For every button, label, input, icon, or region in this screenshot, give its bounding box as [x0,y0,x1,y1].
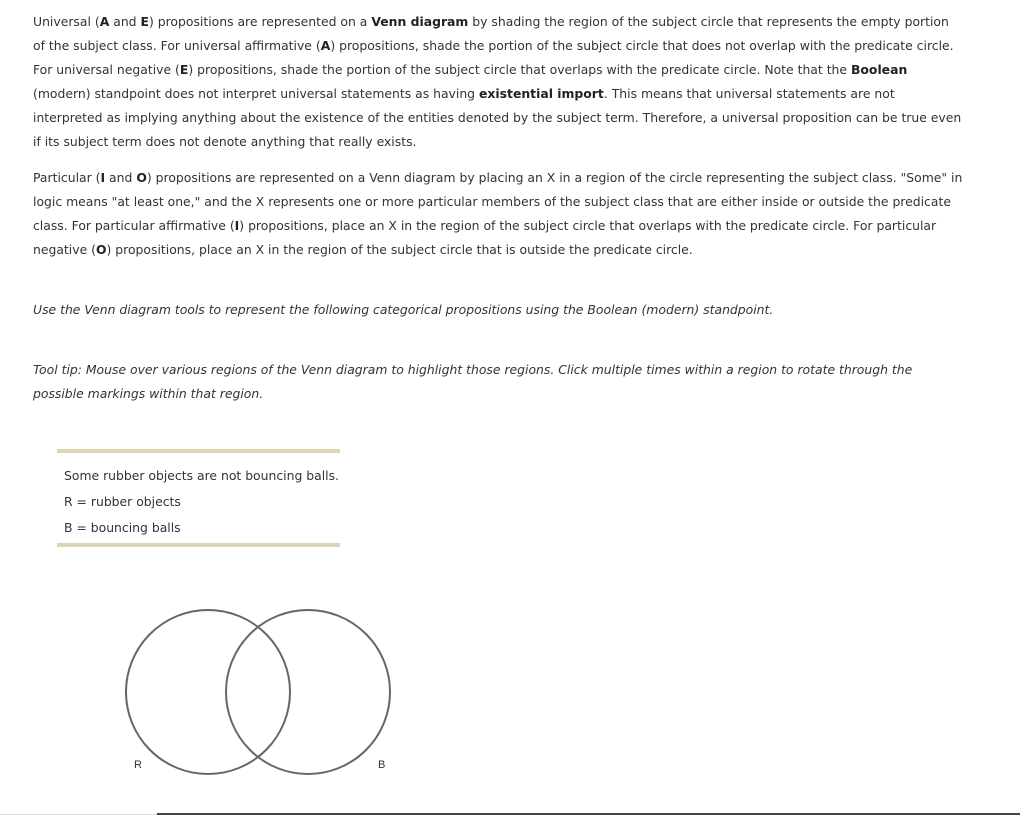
particular-paragraph [33,166,963,262]
text: and [105,170,137,185]
text: ) propositions, place an X in the region of the subject circle that is outside the predicate circle. [106,242,693,257]
text: (modern) standpoint does not interpret universal statements as having [33,86,479,101]
predicate-circle-b[interactable] [226,610,390,774]
task-instruction: Use the Venn diagram tools to represent the following categorical propositions using the Boolean (modern) standpoint. [33,302,774,317]
bold-term: E [140,14,149,29]
text: . This means that universal statements are not interpreted as implying anything about the existence of the entities denoted by the subject term. Therefore, a universal proposition can be true even if its subject term does not denote anything that really exists. [33,86,962,149]
universal-paragraph [33,10,963,154]
text: Particular ( [33,170,101,185]
text: ) propositions are represented on a [148,14,372,29]
subject-circle-r[interactable] [126,610,290,774]
text: Universal ( [33,14,100,29]
footer-divider [157,813,1020,815]
text: and [109,14,141,29]
bold-term: I [234,218,240,233]
bold-term: O [136,170,147,185]
text: ) propositions are represented on a Venn diagram by placing an X in a region of the circle representing the subject class. "Some" in logic means "at least one," and the X represents one or more particular members of the subject class that are either inside or outside the predicate class. For particular affirmative ( [33,170,963,233]
bold-term: Venn diagram [371,14,469,29]
text: by shading the region of the subject circle that represents the empty portion of the subject class. For universal affirmative ( [33,14,949,53]
bold-term: A [320,38,331,53]
text: ) propositions, shade the portion of the subject circle that does not overlap with the predicate circle. For universal negative ( [33,38,954,77]
term-definition-b: B = bouncing balls [64,520,181,535]
bold-term: E [179,62,189,77]
proposition-statement: Some rubber objects are not bouncing balls. [64,468,339,483]
text: ) propositions, shade the portion of the subject circle that overlaps with the predicate circle. Note that the [188,62,851,77]
bold-term: Boolean [850,62,908,77]
proposition-box [57,449,340,547]
text: ) propositions, place an X in the region of the subject circle that overlaps with the predicate circle. For particular negative ( [33,218,937,257]
footer-divider-light [0,814,157,815]
venn-diagram[interactable] [110,595,410,785]
bold-term: A [99,14,110,29]
circle-label-b: B [378,759,386,771]
tool-tip-text: Tool tip: Mouse over various regions of the Venn diagram to highlight those regions. Click multiple times within a region to rotate through the possible markings within that region. [33,362,913,401]
circle-label-r: R [134,759,142,771]
term-definition-r: R = rubber objects [64,494,181,509]
bold-term: I [100,170,106,185]
bold-term: existential import [479,86,604,101]
bold-term: O [95,242,107,257]
instructions-content [33,10,963,406]
